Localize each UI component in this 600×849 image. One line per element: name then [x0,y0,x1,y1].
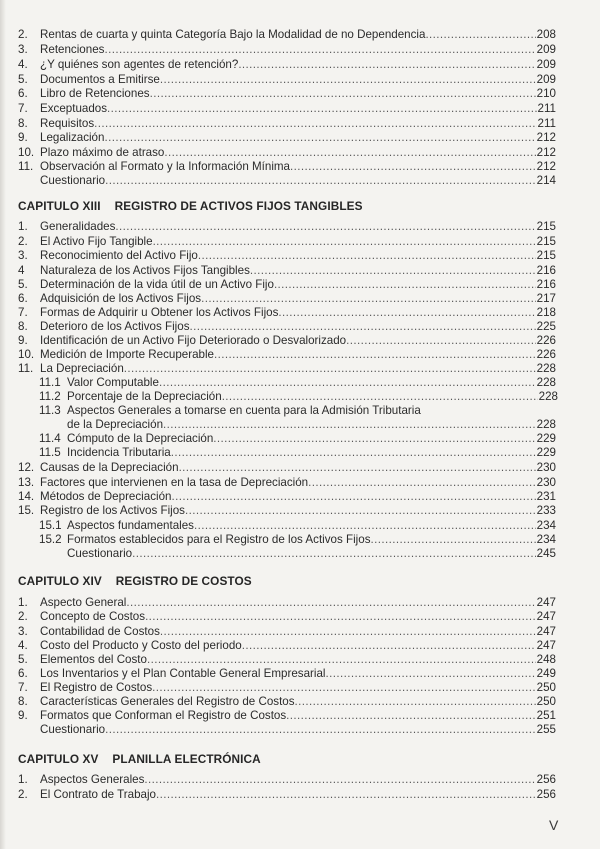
toc-entry: 1. Aspectos Generales ..... 256 [18,772,556,788]
toc-entry: 5. Determinación de la vida útil de un Activo Fijo ..... 216 [18,277,556,293]
toc-entry: 2. El Activo Fijo Tangible ..... 215 [18,234,556,250]
toc-entry: 4. ¿Y quiénes son agentes de retención? ..... 209 [18,57,556,73]
toc-entry: 10. Medición de Importe Recuperable ..... 226 [18,347,556,363]
toc-entry: 10. Plazo máximo de atraso ..... 212 [18,145,556,161]
toc-entry: 14. Métodos de Depreciación ..... 231 [18,489,556,505]
toc-entry-questionnaire: Cuestionario ..... 255 [18,722,556,738]
toc-entry: 8. Requisitos ..... 211 [18,116,556,132]
toc-entry: 11. La Depreciación ..... 228 [18,361,556,377]
toc-entry: 9. Legalización ..... 212 [18,130,556,146]
toc-entry: 7. Formas de Adquirir u Obtener los Activos Fijos ..... 218 [18,305,556,321]
page-folio: V [549,817,559,833]
toc-entry: 8. Características Generales del Registro de Costos ..... 250 [18,694,556,710]
toc-subentry: 11.2 Porcentaje de la Depreciación ..... 228 [39,389,558,405]
toc-entry-questionnaire: Cuestionario ..... 245 [67,546,556,562]
toc-subentry-line1: 11.3 Aspectos Generales a tomarse en cuenta para la Admisión Tributaria [39,404,421,417]
toc-entry: 2. Rentas de cuarta y quinta Categoría Bajo la Modalidad de no Dependencia ..... 208 [18,27,556,43]
chapter-heading-xiii: CAPITULO XIII REGISTRO DE ACTIVOS FIJOS TANGIBLES [18,199,363,213]
toc-subentry: 15.1 Aspectos fundamentales ..... 234 [39,518,556,534]
toc-entry: 15. Registro de los Activos Fijos ..... 233 [18,503,556,519]
toc-entry: 3. Reconocimiento del Activo Fijo ..... 215 [18,248,556,264]
toc-entry: 7. El Registro de Costos ..... 250 [18,680,556,696]
toc-entry: 6. Los Inventarios y el Plan Contable General Empresarial ..... 249 [18,666,556,682]
toc-entry: 5. Elementos del Costo ..... 248 [18,652,556,668]
toc-entry: 2. Concepto de Costos ..... 247 [18,609,556,625]
toc-entry: 9. Identificación de un Activo Fijo Deteriorado o Desvalorizado ..... 226 [18,333,556,349]
toc-entry: 13. Factores que intervienen en la tasa de Depreciación ..... 230 [18,475,556,491]
toc-entry: 6. Adquisición de los Activos Fijos ..... 217 [18,291,556,307]
toc-subentry: 11.1 Valor Computable ..... 228 [39,375,556,391]
toc-subentry: 11.4 Cómputo de la Depreciación ..... 229 [39,431,556,447]
toc-subentry-line2: de la Depreciación ..... 228 [39,417,556,433]
toc-entry: 5. Documentos a Emitirse ..... 209 [18,72,556,88]
chapter-heading-xv: CAPITULO XV PLANILLA ELECTRÓNICA [18,752,261,766]
toc-entry: 4. Costo del Producto y Costo del periodo ..... 247 [18,638,556,654]
toc-entry: 4 Naturaleza de los Activos Fijos Tangibles ..... 216 [18,263,556,279]
toc-subentry: 15.2 Formatos establecidos para el Registro de los Activos Fijos ..... 234 [39,532,556,548]
chapter-heading-xiv: CAPITULO XIV REGISTRO DE COSTOS [18,574,252,588]
toc-entry: 11. Observación al Formato y la Información Mínima ..... 212 [18,159,556,175]
toc-entry: 7. Exceptuados ..... 211 [18,101,556,117]
toc-entry: 8. Deterioro de los Activos Fijos ..... 225 [18,319,556,335]
toc-entry: 6. Libro de Retenciones ..... 210 [18,86,556,102]
toc-entry: 1. Aspecto General ..... 247 [18,595,556,611]
toc-entry-questionnaire: Cuestionario ..... 214 [18,173,556,189]
toc-entry: 3. Retenciones ..... 209 [18,42,556,58]
toc-entry: 1. Generalidades ..... 215 [18,219,556,235]
toc-entry: 3. Contabilidad de Costos ..... 247 [18,624,556,640]
toc-entry: 9. Formatos que Conforman el Registro de Costos ..... 251 [18,708,556,724]
toc-subentry: 11.5 Incidencia Tributaria ..... 229 [39,445,556,461]
toc-entry: 12. Causas de la Depreciación ..... 230 [18,460,556,476]
toc-entry: 2. El Contrato de Trabajo ..... 256 [18,787,556,803]
page-edge-shadow [0,0,6,849]
